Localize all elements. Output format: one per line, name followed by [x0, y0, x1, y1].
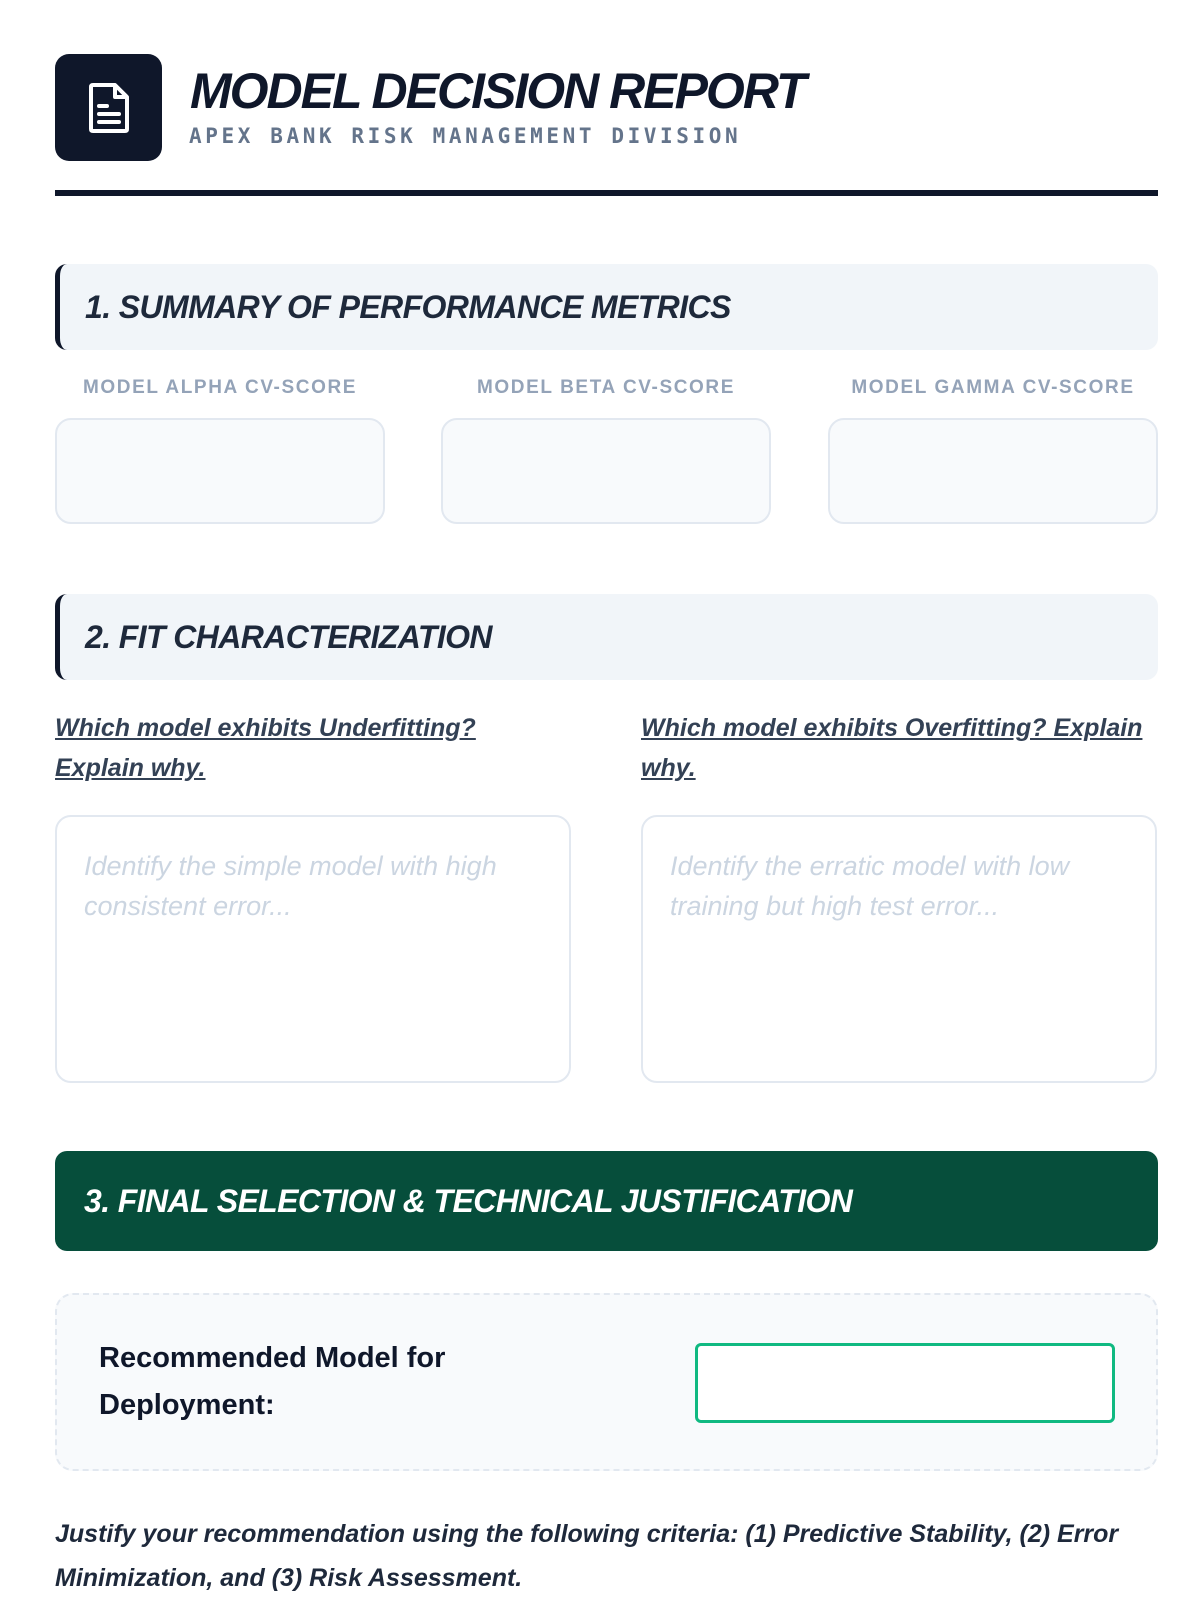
section-heading-text: 1. SUMMARY OF PERFORMANCE METRICS — [85, 288, 731, 325]
overfitting-answer-field[interactable] — [641, 815, 1157, 1083]
section-heading-metrics — [55, 264, 1158, 350]
metric-label-gamma: MODEL GAMMA CV-SCORE — [851, 377, 1135, 398]
section-heading-selection — [55, 1151, 1158, 1251]
alpha-score-input[interactable] — [55, 418, 385, 524]
justification-instructions: Justify your recommendation using the following criteria: (1) Predictive Stability, (2) Error Minimization, and (3) Risk Assessment. — [55, 1520, 1119, 1592]
report-title: MODEL DECISION REPORT — [190, 63, 805, 119]
section-heading-text: 3. FINAL SELECTION & TECHNICAL JUSTIFICATION — [84, 1182, 853, 1219]
report-header — [55, 54, 1158, 196]
metric-label-beta: MODEL BETA CV-SCORE — [476, 377, 736, 398]
recommended-model-input[interactable] — [695, 1343, 1115, 1423]
recommendation-card — [55, 1293, 1158, 1471]
section-heading-text: 2. FIT CHARACTERIZATION — [85, 618, 492, 655]
recommend-label: Recommended Model for Deployment: — [99, 1342, 446, 1421]
beta-score-input[interactable] — [441, 418, 771, 524]
section-heading-fit — [55, 594, 1158, 680]
report-subtitle: APEX BANK RISK MANAGEMENT DIVISION — [189, 124, 742, 148]
metric-label-alpha: MODEL ALPHA CV-SCORE — [82, 377, 358, 398]
underfitting-answer-field[interactable] — [55, 815, 571, 1083]
document-icon — [87, 82, 131, 134]
gamma-score-input[interactable] — [828, 418, 1158, 524]
underfitting-question: Which model exhibits Underfitting? Explain why. — [55, 714, 476, 782]
logo-badge — [55, 54, 162, 161]
overfitting-question: Which model exhibits Overfitting? Explain why. — [641, 714, 1143, 782]
